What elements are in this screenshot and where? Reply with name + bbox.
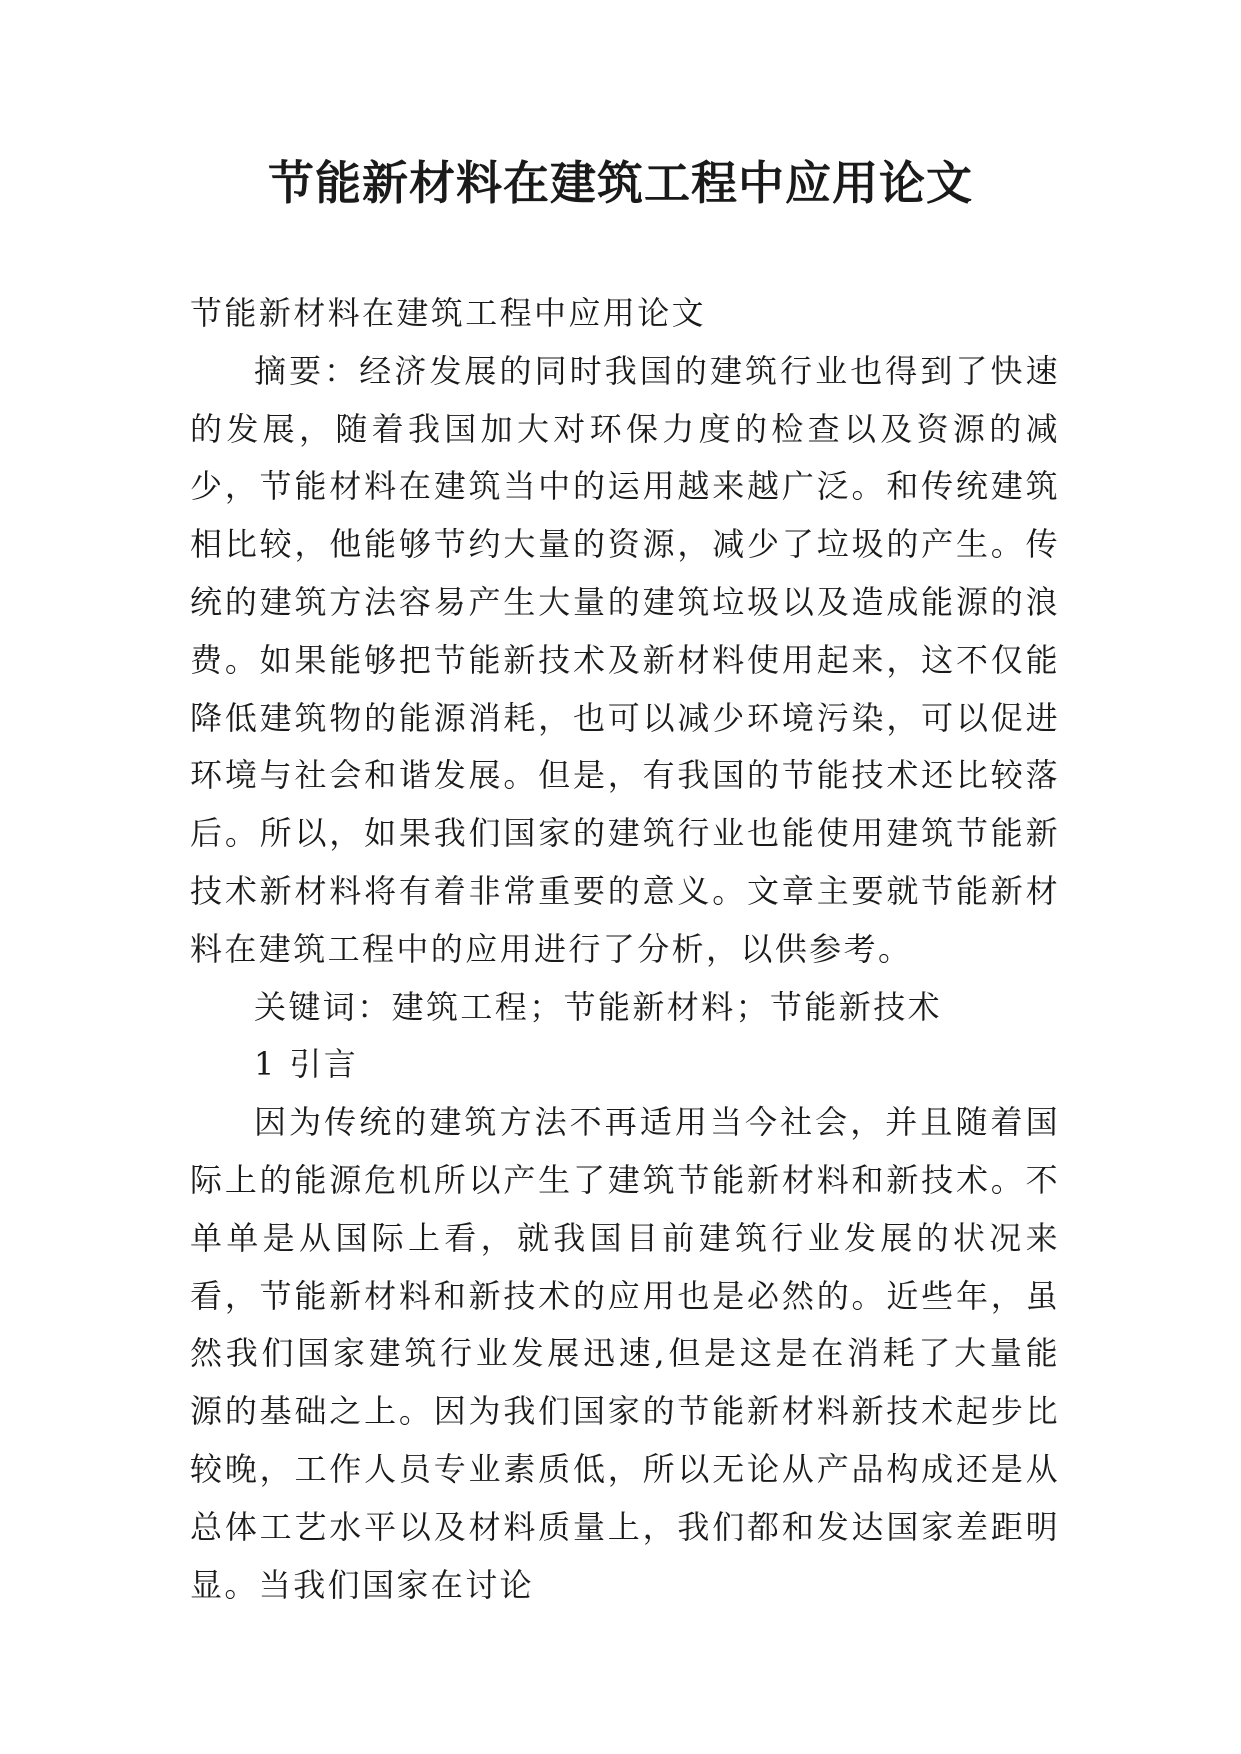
keywords-line: 关键词：建筑工程；节能新材料；节能新技术 bbox=[254, 987, 943, 1026]
document-title: 节能新材料在建筑工程中应用论文 bbox=[268, 156, 973, 210]
body-paragraph: 因为传统的建筑方法不再适用当今社会，并且随着国际上的能源危机所以产生了建筑节能新材料和新技术。不单单是从国际上看，就我国目前建筑行业发展的状况来看，节能新材料和新技术的应用也是必然的。近些年，虽然我们国家建筑行业发展迅速,但是这是在消耗了大量能源的基础之上。因为我们国家的节能新材料新技术起步比较晚，工作人员专业素质低，所以无论从产品构成还是从总体工艺水平以及材料质量上，我们都和发达国家差距明显。当我们国家在讨论 bbox=[190, 1103, 1060, 1604]
document-body bbox=[190, 285, 1060, 1614]
document-subtitle: 节能新材料在建筑工程中应用论文 bbox=[190, 294, 707, 332]
section-heading: 1 引言 bbox=[254, 1045, 359, 1084]
abstract-paragraph: 摘要：经济发展的同时我国的建筑行业也得到了快速的发展，随着我国加大对环保力度的检查以及资源的减少，节能材料在建筑当中的运用越来越广泛。和传统建筑相比较，他能够节约大量的资源，减少了垃圾的产生。传统的建筑方法容易产生大量的建筑垃圾以及造成能源的浪费。如果能够把节能新技术及新材料使用起来，这不仅能降低建筑物的能源消耗，也可以减少环境污染，可以促进环境与社会和谐发展。但是，有我国的节能技术还比较落后。所以，如果我们国家的建筑行业也能使用建筑节能新技术新材料将有着非常重要的意义。文章主要就节能新材料在建筑工程中的应用进行了分析，以供参考。 bbox=[190, 351, 1060, 968]
